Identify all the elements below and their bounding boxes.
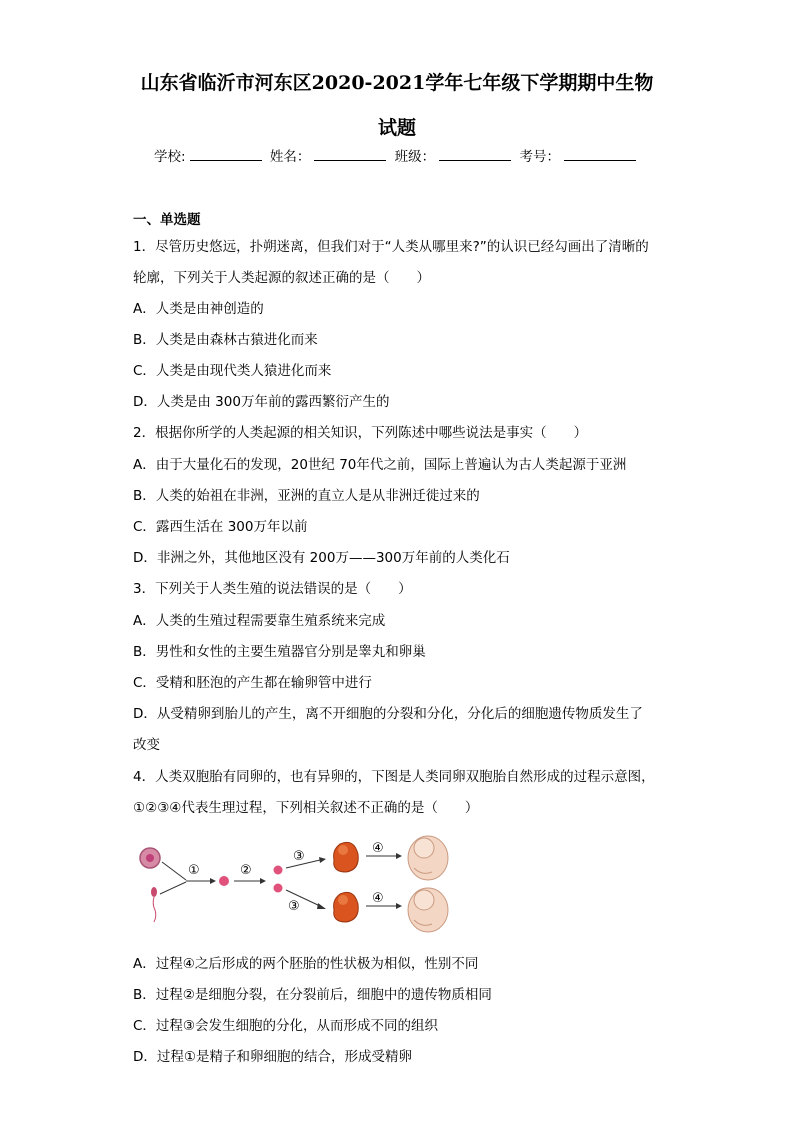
label-process-3a: ③	[293, 849, 305, 864]
twin-formation-diagram	[128, 832, 468, 942]
title-line-1: 山东省临沂市河东区2020-2021学年七年级下学期期中生物	[140, 72, 654, 94]
q2-stem-1: 2．根据你所学的人类起源的相关知识，下列陈述中哪些说法是事实（ ）	[133, 425, 588, 441]
q4-option-a: A．过程④之后形成的两个胚胎的性状极为相似，性别不同	[133, 956, 479, 972]
fetus-icon-1	[408, 836, 448, 880]
name-blank[interactable]	[314, 148, 386, 161]
exam-no-label: 考号：	[519, 149, 560, 165]
fetus-icon-2	[408, 888, 448, 932]
q4-stem-1: 4．人类双胞胎有同卵的，也有异卵的，下图是人类同卵双胞胎自然形成的过程示意图，	[133, 769, 655, 785]
q1-option-c: C．人类是由现代类人猿进化而来	[133, 363, 332, 379]
q1-stem-1: 1．尽管历史悠远，扑朔迷离，但我们对于“人类从哪里来?”的认识已经勾画出了清晰的	[133, 239, 649, 255]
school-blank[interactable]	[190, 148, 262, 161]
cell-icon-2	[274, 884, 283, 893]
q2-option-b: B．人类的始祖在非洲，亚洲的直立人是从非洲迁徙过来的	[133, 488, 480, 504]
label-process-4b: ④	[372, 891, 384, 906]
q1-option-a: A．人类是由神创造的	[133, 301, 264, 317]
class-label: 班级：	[394, 149, 436, 165]
egg-cell-icon	[140, 848, 160, 868]
q3-stem-1: 3．下列关于人类生殖的说法错误的是（ ）	[133, 581, 412, 597]
name-label: 姓名：	[269, 149, 311, 165]
label-process-1: ①	[188, 863, 200, 878]
q4-option-c: C．过程③会发生细胞的分化，从而形成不同的组织	[133, 1018, 439, 1034]
q3-option-c: C．受精和胚泡的产生都在输卵管中进行	[133, 675, 372, 691]
q1-option-d: D．人类是由 300万年前的露西繁衍产生的	[133, 394, 390, 410]
q1-option-b: B．人类是由森林古猿进化而来	[133, 332, 318, 348]
cell-icon-1	[274, 866, 283, 875]
label-process-3b: ③	[288, 899, 300, 914]
class-blank[interactable]	[439, 148, 511, 161]
school-label: 学校:	[154, 149, 186, 165]
q4-option-b: B．过程②是细胞分裂，在分裂前后，细胞中的遗传物质相同	[133, 987, 492, 1003]
q4-stem-2: ①②③④代表生理过程，下列相关叙述不正确的是（ ）	[133, 800, 479, 816]
q2-option-d: D．非洲之外，其他地区没有 200万——300万年前的人类化石	[133, 550, 510, 566]
embryo-icon-1	[334, 842, 359, 872]
label-process-2: ②	[240, 863, 252, 878]
title-line-2: 试题	[377, 117, 416, 139]
q3-option-a: A．人类的生殖过程需要靠生殖系统来完成	[133, 613, 386, 629]
zygote-icon	[219, 876, 229, 886]
exam-no-blank[interactable]	[564, 148, 636, 161]
q1-stem-2: 轮廓，下列关于人类起源的叙述正确的是（ ）	[133, 270, 430, 286]
label-process-4a: ④	[372, 841, 384, 856]
student-info	[0, 145, 794, 165]
section-heading: 一、单选题	[133, 212, 201, 228]
sperm-icon	[151, 887, 157, 922]
embryo-icon-2	[334, 892, 359, 922]
q2-option-a: A．由于大量化石的发现，20世纪 70年代之前，国际上普遍认为古人类起源于亚洲	[133, 457, 627, 473]
q3-option-d-line-1: D．从受精卵到胎儿的产生，离不开细胞的分裂和分化，分化后的细胞遗传物质发生了	[133, 706, 643, 722]
q3-option-b: B．男性和女性的主要生殖器官分别是睾丸和卵巢	[133, 644, 426, 660]
q2-option-c: C．露西生活在 300万年以前	[133, 519, 308, 535]
q3-option-d-line-2: 改变	[133, 737, 160, 753]
q4-option-d: D．过程①是精子和卵细胞的结合，形成受精卵	[133, 1049, 412, 1065]
